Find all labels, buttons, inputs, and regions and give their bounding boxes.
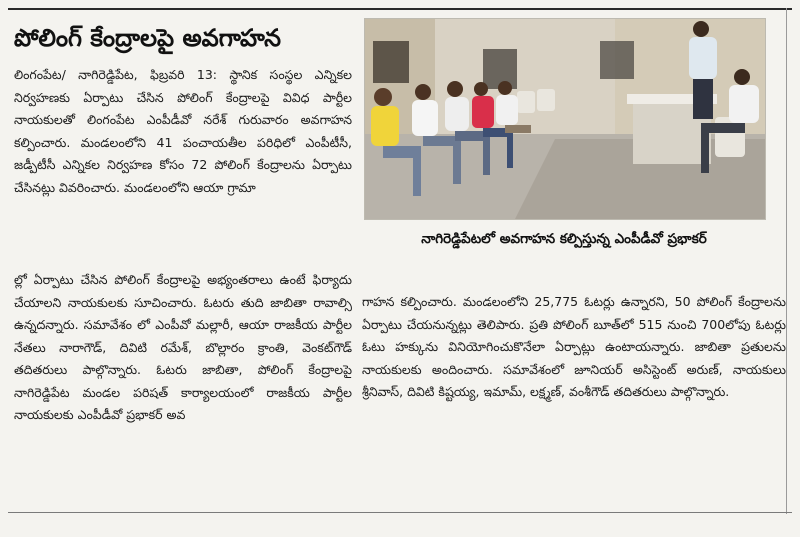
bottom-rule: [8, 512, 792, 513]
article-body-right: గాహన కల్పించారు. మండలంలోని 25,775 ఓటర్లు ఉన్నారని, 50 పోలింగ్ కేంద్రాలను ఏర్పాటు చేయనున్నట్లు తెలిపారు. ప్రతి పోలింగ్ బూత్‌లో 515 నుంచి 700లోపు ఓటర్లు ఓటు హక్కును వినియోగించుకొనేలా ఏర్పాట్లు ఉంటాయన్నారు. జాబితా ప్రతులను నాయకులకు అందించారు. సమావేశంలో జూనియర్ అసిస్టెంట్ అరుణ్, నాయకులు శ్రీనివాస్, దివిటి కిష్టయ్య, ఇమామ్, లక్ష్మణ్, వంశీగౌడ్ తదితరులు పాల్గొన్నారు.: [362, 294, 786, 399]
photo-caption: నాగిరెడ్డిపేటలో అవగాహన కల్పిస్తున్న ఎంపీడీవో ప్రభాకర్: [421, 231, 707, 247]
news-photo: [364, 18, 766, 220]
article-headline: పోలింగ్ కేంద్రాలపై అవగాహన: [14, 24, 281, 52]
article-body-left-bottom: ల్లో ఏర్పాటు చేసిన పోలింగ్ కేంద్రాలపై అభ్యంతరాలు ఉంటే ఫిర్యాదు చేయాలని నాయకులకు సూచించారు. ఓటరు తుది జాబితా రావాల్సి ఉన్నదన్నారు. సమావేశం లో ఎంపీవో మల్లారీ, ఆయా రాజకీయ పార్టీల నేతలు నారాగౌడ్, దివిటి రమేశ్, బొల్లారం క్రాంతి, వెంకట్‌గౌడ్ తదితరులు పాల్గొన్నారు. ఓటరు జాబితా, పోలింగ్ కేంద్రాలపై నాగిరెడ్డిపేట మండల పరిషత్ కార్యాలయంలో రాజకీయ పార్టీల నాయకులకు ఎంపీడీవో ప్రభాకర్ అవ: [14, 272, 352, 422]
right-edge-rule: [786, 8, 787, 514]
news-photo-illustration: [365, 19, 765, 219]
article-body-lower: [14, 269, 786, 427]
top-rule: [8, 8, 792, 10]
article-body-left-top: లింగంపేట/ నాగిరెడ్డిపేట, ఫిబ్రవరి 13: స్థానిక సంస్థల ఎన్నికల నిర్వహణకు ఏర్పాటు చేసిన పోలింగ్ కేంద్రాలపై వివిధ పార్టీల నాయకులతో లింగంపేట ఎంపీడీవో నరేశ్ గురువారం అవగాహన కల్పించారు. మండలంలోని 41 పంచాయతీల పరిధిలో ఎంపీటీసీ, జడ్పీటీసీ ఎన్నికల నిర్వహణ కోసం 72 పోలింగ్ కేంద్రాలను ఏర్పాటు చేసినట్లు వివరించారు. మండలంలోని ఆయా గ్రామా: [14, 67, 352, 195]
